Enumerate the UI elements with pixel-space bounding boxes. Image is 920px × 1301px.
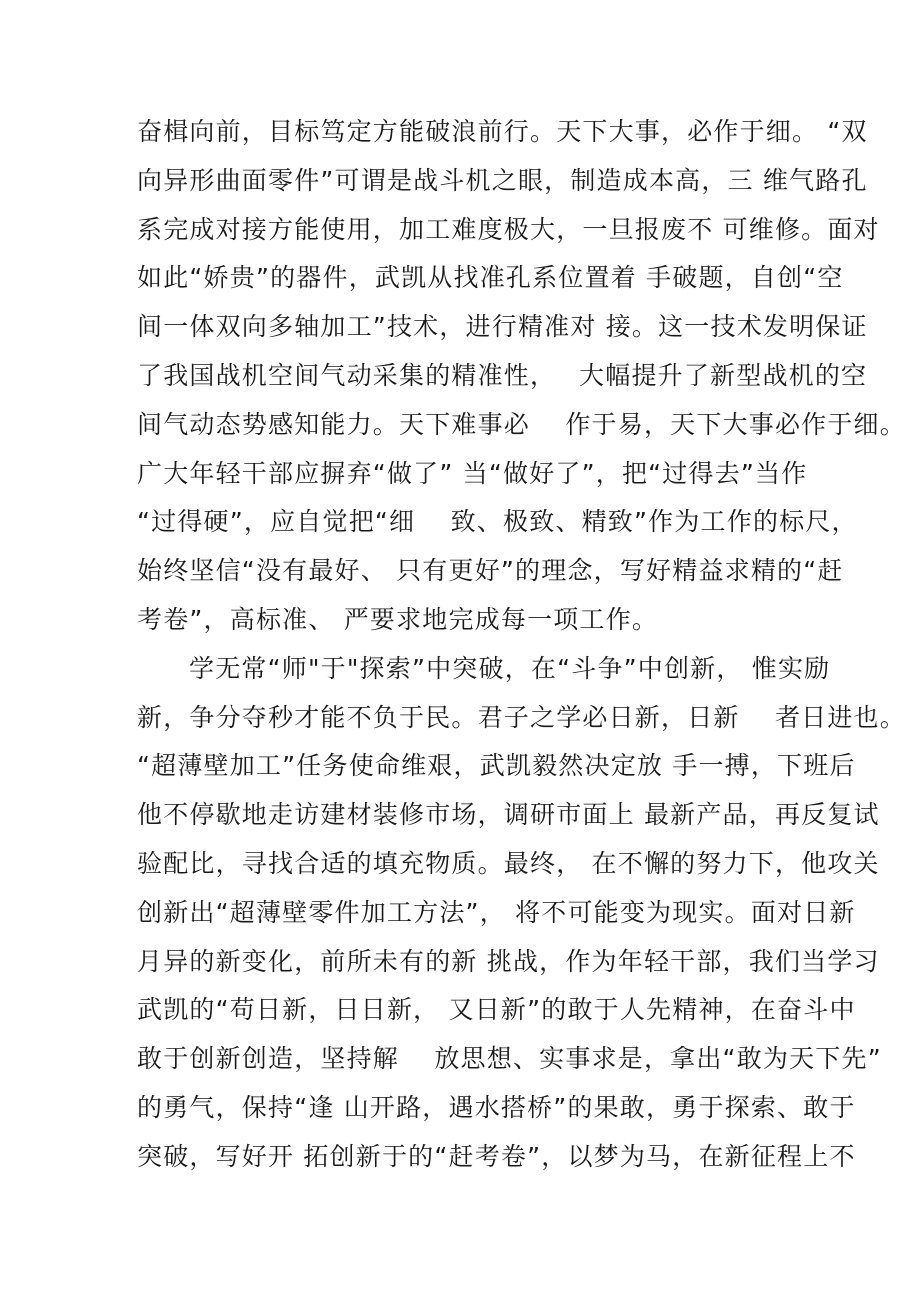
text-line: 月异的新变化，前所未有的新 挑战，作为年轻干部，我们当学习 [137,946,880,976]
text-line: 如此“娇贵”的器件，武凯从找准孔系位置着 手破题，自创“空 [137,263,844,293]
document-body [137,108,906,1182]
text-line: 他不停歇地走访建材装修市场，调研市面上 最新产品，再反复试 [137,800,880,830]
text-line: 创新出“超薄壁零件加工方法”， 将不可能变为现实。面对日新 [137,897,856,927]
text-line: 突破，写好开 拓创新于的“赶考卷”，以梦为马，在新征程上不 [137,1141,856,1171]
text-line: 向异形曲面零件”可谓是战斗机之眼，制造成本高，三 维气路孔 [137,165,868,195]
text-line: 始终坚信“没有最好、 只有更好”的理念，写好精益求精的“赶 [137,556,844,586]
text-line: 验配比，寻找合适的填充物质。最终， 在不懈的努力下，他攻关 [137,848,880,878]
text-line: “过得硬”，应自觉把“细 致、极致、精致”作为工作的标尺， [137,507,858,537]
paragraph-1 [137,108,906,645]
text-line: 考卷”，高标准、 严要求地完成每一项工作。 [137,604,659,634]
text-line: 敢于创新创造，坚持解 放思想、实事求是，拿出“敢为天下先” [137,1044,882,1074]
text-line: 间一体双向多轴加工”技术，进行精准对 接。这一技术发明保证 [137,312,868,342]
text-line: “超薄壁加工”任务使命维艰，武凯毅然决定放 手一搏，下班后 [137,751,856,781]
text-line: 系完成对接方能使用，加工难度极大，一旦报废不 可维修。面对 [137,214,880,244]
paragraph-2 [137,645,906,1182]
text-line: 间气动态势感知能力。天下难事必 作于易，天下大事必作于细。 [137,409,906,439]
text-line: 武凯的“苟日新，日日新， 又日新”的敢于人先精神，在奋斗中 [137,995,856,1025]
text-line: 的勇气，保持“逢 山开路，遇水搭桥”的果敢，勇于探索、敢于 [137,1092,856,1122]
text-line: 广大年轻干部应摒弃“做了” 当“做好了”，把“过得去”当作 [137,458,808,488]
text-line: 奋楫向前，目标笃定方能破浪前行。天下大事，必作于细。 “双 [137,117,868,146]
text-line: 新，争分夺秒才能不负于民。君子之学必日新，日新 者日进也。 [137,702,906,732]
text-line-indented: 学无常“师"于"探索”中突破，在“斗争”中创新， 惟实励 [189,653,831,683]
text-line: 了我国战机空间气动采集的精准性， 大幅提升了新型战机的空 [137,360,868,390]
